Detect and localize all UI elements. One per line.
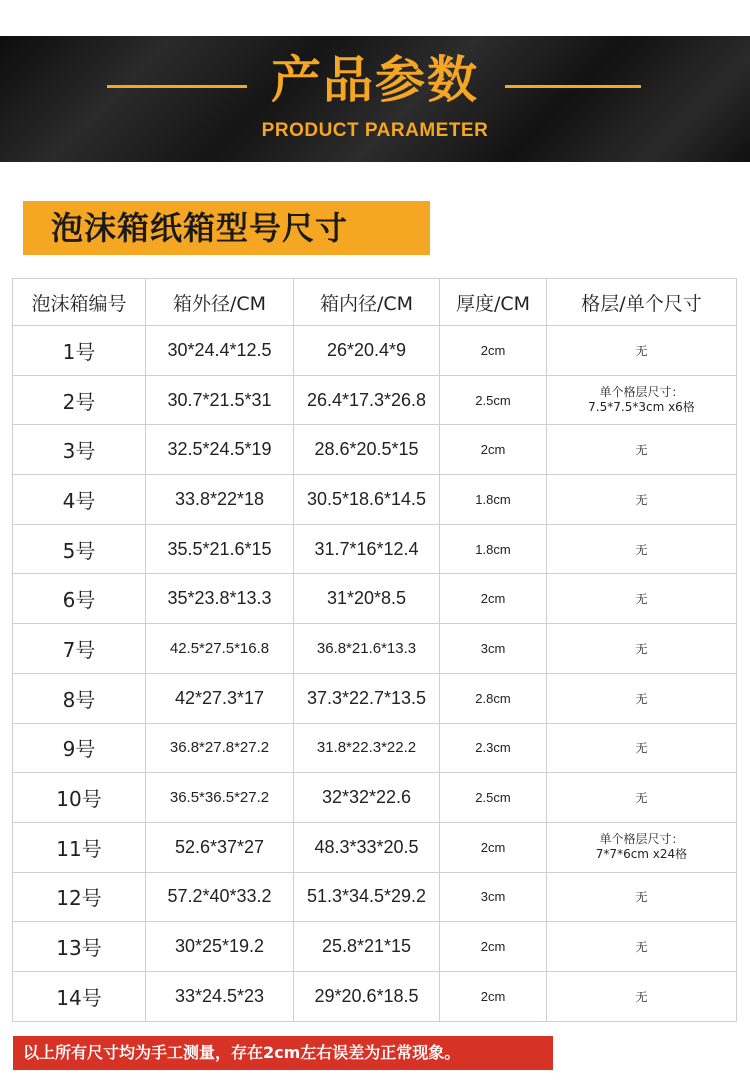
cell-id: 7号	[13, 624, 146, 674]
cell-outer: 33.8*22*18	[146, 475, 294, 525]
cell-outer: 30*25*19.2	[146, 922, 294, 972]
cell-inner: 37.3*22.7*13.5	[294, 673, 440, 723]
table-header-row	[13, 279, 737, 326]
cell-layer	[547, 375, 737, 425]
cell-inner: 51.3*34.5*29.2	[294, 872, 440, 922]
cell-layer: 无	[547, 922, 737, 972]
cell-thickness: 3cm	[440, 624, 547, 674]
cell-id: 13号	[13, 922, 146, 972]
spec-table	[12, 278, 737, 1022]
header-thickness: 厚度/CM	[440, 279, 547, 326]
cell-thickness: 2cm	[440, 326, 547, 376]
cell-thickness: 2cm	[440, 822, 547, 872]
cell-id: 1号	[13, 326, 146, 376]
cell-inner: 28.6*20.5*15	[294, 425, 440, 475]
cell-thickness: 2cm	[440, 574, 547, 624]
cell-outer: 35*23.8*13.3	[146, 574, 294, 624]
cell-inner: 31.8*22.3*22.2	[294, 723, 440, 773]
cell-id: 5号	[13, 524, 146, 574]
cell-thickness: 1.8cm	[440, 524, 547, 574]
cell-inner: 32*32*22.6	[294, 773, 440, 823]
cell-inner: 26.4*17.3*26.8	[294, 375, 440, 425]
cell-inner: 30.5*18.6*14.5	[294, 475, 440, 525]
cell-inner: 29*20.6*18.5	[294, 971, 440, 1021]
cell-layer: 无	[547, 723, 737, 773]
cell-layer: 无	[547, 475, 737, 525]
cell-layer: 无	[547, 574, 737, 624]
cell-thickness: 2.5cm	[440, 375, 547, 425]
table-row	[13, 326, 737, 376]
cell-inner: 26*20.4*9	[294, 326, 440, 376]
cell-outer: 42*27.3*17	[146, 673, 294, 723]
cell-thickness: 2.8cm	[440, 673, 547, 723]
cell-inner: 48.3*33*20.5	[294, 822, 440, 872]
header-title: 产品参数	[271, 51, 479, 109]
section-title: 泡沫箱纸箱型号尺寸	[23, 201, 430, 255]
layer-note-label: 单个格层尺寸：	[599, 385, 684, 400]
table-row	[13, 723, 737, 773]
cell-thickness: 2.3cm	[440, 723, 547, 773]
cell-thickness: 1.8cm	[440, 475, 547, 525]
cell-thickness: 3cm	[440, 872, 547, 922]
cell-id: 3号	[13, 425, 146, 475]
cell-id: 11号	[13, 822, 146, 872]
cell-thickness: 2cm	[440, 922, 547, 972]
table-row	[13, 773, 737, 823]
cell-layer: 无	[547, 673, 737, 723]
cell-layer: 无	[547, 773, 737, 823]
table-row	[13, 425, 737, 475]
layer-note-size: 7.5*7.5*3cm x6格	[588, 400, 695, 415]
cell-layer: 无	[547, 425, 737, 475]
header-layer: 格层/单个尺寸	[547, 279, 737, 326]
cell-id: 14号	[13, 971, 146, 1021]
cell-outer: 36.8*27.8*27.2	[146, 723, 294, 773]
cell-outer: 32.5*24.5*19	[146, 425, 294, 475]
cell-thickness: 2.5cm	[440, 773, 547, 823]
table-row	[13, 922, 737, 972]
header-outer: 箱外径/CM	[146, 279, 294, 326]
cell-outer: 42.5*27.5*16.8	[146, 624, 294, 674]
cell-layer: 无	[547, 624, 737, 674]
table-row	[13, 971, 737, 1021]
cell-layer: 无	[547, 872, 737, 922]
cell-inner: 31.7*16*12.4	[294, 524, 440, 574]
cell-inner: 25.8*21*15	[294, 922, 440, 972]
layer-note-label: 单个格层尺寸：	[599, 832, 684, 847]
table-row	[13, 673, 737, 723]
header-subtitle: PRODUCT PARAMETER	[261, 120, 489, 141]
cell-id: 9号	[13, 723, 146, 773]
cell-id: 2号	[13, 375, 146, 425]
cell-id: 10号	[13, 773, 146, 823]
cell-outer: 57.2*40*33.2	[146, 872, 294, 922]
cell-id: 4号	[13, 475, 146, 525]
table-row	[13, 624, 737, 674]
cell-id: 12号	[13, 872, 146, 922]
table-row	[13, 574, 737, 624]
table-row	[13, 475, 737, 525]
table-row	[13, 872, 737, 922]
cell-thickness: 2cm	[440, 971, 547, 1021]
cell-layer: 无	[547, 326, 737, 376]
cell-id: 6号	[13, 574, 146, 624]
cell-layer: 无	[547, 524, 737, 574]
measurement-notice: 以上所有尺寸均为手工测量，存在2cm左右误差为正常现象。	[13, 1036, 553, 1070]
cell-layer: 无	[547, 971, 737, 1021]
cell-outer: 35.5*21.6*15	[146, 524, 294, 574]
cell-outer: 33*24.5*23	[146, 971, 294, 1021]
header-id: 泡沫箱编号	[13, 279, 146, 326]
cell-id: 8号	[13, 673, 146, 723]
cell-outer: 52.6*37*27	[146, 822, 294, 872]
cell-outer: 30*24.4*12.5	[146, 326, 294, 376]
cell-layer	[547, 822, 737, 872]
cell-thickness: 2cm	[440, 425, 547, 475]
table-row	[13, 822, 737, 872]
layer-note-size: 7*7*6cm x24格	[595, 847, 688, 862]
cell-inner: 31*20*8.5	[294, 574, 440, 624]
header-inner: 箱内径/CM	[294, 279, 440, 326]
header-banner	[0, 36, 750, 162]
cell-inner: 36.8*21.6*13.3	[294, 624, 440, 674]
table-row	[13, 375, 737, 425]
table-row	[13, 524, 737, 574]
cell-outer: 30.7*21.5*31	[146, 375, 294, 425]
cell-outer: 36.5*36.5*27.2	[146, 773, 294, 823]
